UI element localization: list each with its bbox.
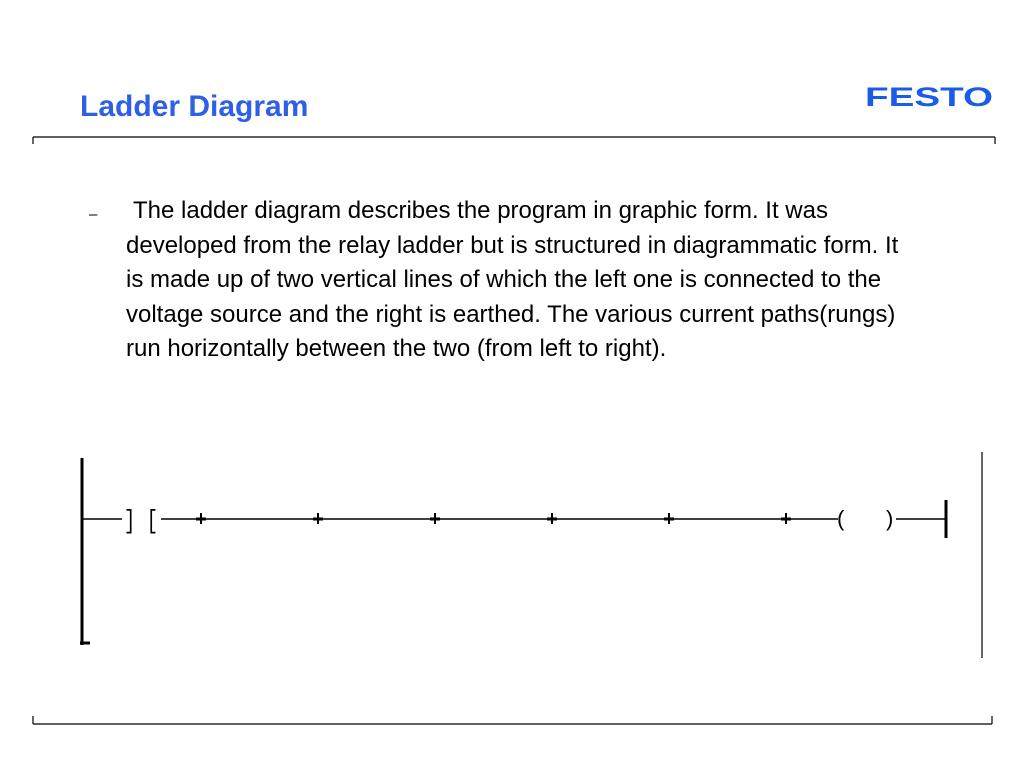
- bullet-marker: –: [89, 206, 98, 223]
- contact-symbol-text: ] [: [124, 506, 158, 536]
- junction-marker: [781, 513, 791, 524]
- junction-marker: [196, 513, 206, 524]
- junction-marker: [313, 513, 323, 524]
- coil-open-paren: (: [837, 506, 845, 531]
- bullet-text: The ladder diagram describes the program in graphic form. It was developed from the relay ladder but is structured in diagrammatic form. It is made up of two vertical lines of which the left one is connected to the voltage source and the right is earthed. The various current paths(rungs) run horizontally between the two (from left to right).: [126, 197, 899, 362]
- festo-logo-text: FESTO: [865, 85, 993, 109]
- junction-marker: [664, 513, 674, 524]
- slide-title: Ladder Diagram: [80, 90, 309, 123]
- coil-close-paren: ): [886, 506, 894, 531]
- junction-marker: [430, 513, 440, 524]
- contact-symbol: [124, 506, 158, 536]
- junction-marker: [547, 513, 557, 524]
